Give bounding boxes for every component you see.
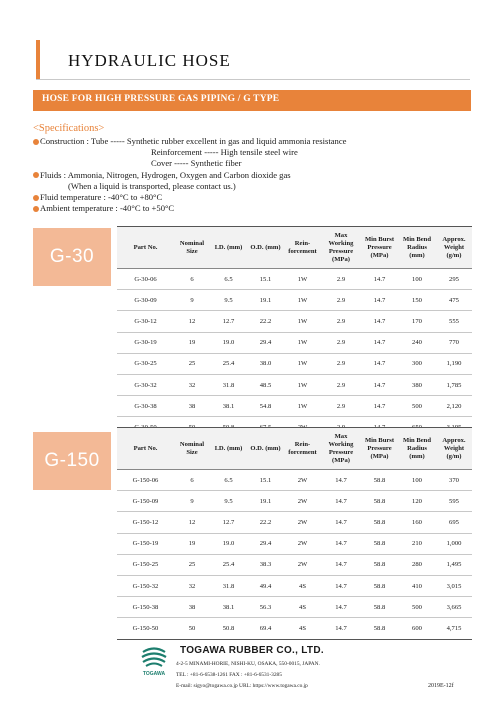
cell-part-no: G-30-06 — [117, 269, 174, 290]
cell-approx-weight: 295 — [436, 269, 472, 290]
cell-od: 38.0 — [247, 353, 284, 374]
table-row — [117, 311, 472, 332]
header-nominal-size: Nominal Size — [174, 227, 210, 269]
table-header-row — [117, 227, 472, 269]
cell-part-no: G-150-25 — [117, 554, 174, 575]
table-row — [117, 618, 472, 639]
cell-min-burst-pressure: 58.8 — [361, 512, 398, 533]
cell-reinforcement: 2W — [284, 533, 321, 554]
cell-od: 22.2 — [247, 311, 284, 332]
spec-ambient-temperature-text: Ambient temperature : -40°C to +50°C — [40, 203, 175, 214]
cell-max-working-pressure: 14.7 — [321, 512, 361, 533]
cell-approx-weight: 1,000 — [436, 533, 472, 554]
cell-min-burst-pressure: 14.7 — [361, 290, 398, 311]
spec-construction — [33, 136, 473, 147]
header-approx-weight: Approx. Weight (g/m) — [436, 428, 472, 470]
cell-reinforcement: 4S — [284, 575, 321, 596]
company-address: 4-2-5 MINAMI-HORIE, NISHI-KU, OSAKA, 550-0015, JAPAN. — [176, 661, 320, 667]
cell-part-no: G-150-19 — [117, 533, 174, 554]
header-od: O.D. (mm) — [247, 428, 284, 470]
cell-max-working-pressure: 14.7 — [321, 618, 361, 639]
cell-min-bend-radius: 150 — [398, 290, 436, 311]
cell-od: 19.1 — [247, 491, 284, 512]
spec-fluids-note-text: (When a liquid is transported, please contact us.) — [68, 180, 236, 191]
cell-min-bend-radius: 120 — [398, 491, 436, 512]
cell-nominal-size: 6 — [174, 470, 210, 491]
table-row — [117, 353, 472, 374]
header-id: I.D. (mm) — [210, 428, 247, 470]
cell-max-working-pressure: 2.9 — [321, 269, 361, 290]
cell-min-bend-radius: 410 — [398, 575, 436, 596]
spec-fluid-temperature — [33, 192, 473, 203]
cell-min-burst-pressure: 58.8 — [361, 575, 398, 596]
cell-id: 31.8 — [210, 575, 247, 596]
cell-max-working-pressure: 2.9 — [321, 374, 361, 395]
cell-part-no: G-30-32 — [117, 374, 174, 395]
cell-max-working-pressure: 2.9 — [321, 290, 361, 311]
spec-fluids — [33, 170, 473, 181]
cell-nominal-size: 19 — [174, 332, 210, 353]
cell-min-bend-radius: 500 — [398, 396, 436, 417]
cell-reinforcement: 4S — [284, 618, 321, 639]
cell-part-no: G-150-32 — [117, 575, 174, 596]
header-approx-weight: Approx. Weight (g/m) — [436, 227, 472, 269]
spec-heading: <Specifications> — [33, 123, 105, 134]
cell-od: 22.2 — [247, 512, 284, 533]
header-part-no: Part No. — [117, 227, 174, 269]
cell-min-burst-pressure: 14.7 — [361, 311, 398, 332]
cell-approx-weight: 1,785 — [436, 374, 472, 395]
cell-reinforcement: 1W — [284, 353, 321, 374]
cell-min-bend-radius: 100 — [398, 269, 436, 290]
cell-min-burst-pressure: 14.7 — [361, 269, 398, 290]
cell-max-working-pressure: 2.9 — [321, 353, 361, 374]
spec-table-g150 — [117, 427, 472, 640]
cell-nominal-size: 25 — [174, 554, 210, 575]
cell-id: 9.5 — [210, 290, 247, 311]
grade-label-text: G-150 — [44, 450, 100, 471]
header-id: I.D. (mm) — [210, 227, 247, 269]
table-row — [117, 512, 472, 533]
title-bar — [36, 40, 470, 80]
title-accent-bar — [36, 40, 40, 79]
cell-min-bend-radius: 600 — [398, 618, 436, 639]
spec-reinforcement — [33, 147, 473, 158]
subtitle-banner — [33, 90, 471, 111]
cell-approx-weight: 2,120 — [436, 396, 472, 417]
cell-reinforcement: 1W — [284, 269, 321, 290]
cell-min-bend-radius: 160 — [398, 512, 436, 533]
cell-max-working-pressure: 2.9 — [321, 396, 361, 417]
cell-part-no: G-30-12 — [117, 311, 174, 332]
cell-approx-weight: 555 — [436, 311, 472, 332]
cell-max-working-pressure: 14.7 — [321, 575, 361, 596]
cell-min-bend-radius: 300 — [398, 353, 436, 374]
cell-approx-weight: 3,015 — [436, 575, 472, 596]
cell-min-burst-pressure: 58.8 — [361, 597, 398, 618]
table-row — [117, 470, 472, 491]
cell-od: 15.1 — [247, 269, 284, 290]
cell-reinforcement: 2W — [284, 491, 321, 512]
cell-nominal-size: 38 — [174, 597, 210, 618]
header-min-bend-radius: Min Bend Radius (mm) — [398, 428, 436, 470]
table-row — [117, 269, 472, 290]
cell-nominal-size: 32 — [174, 374, 210, 395]
cell-min-burst-pressure: 14.7 — [361, 374, 398, 395]
company-email-url: E-mail: sigyo@togawa.co.jp URL: https://www.togawa.co.jp — [176, 683, 308, 689]
cell-max-working-pressure: 2.9 — [321, 332, 361, 353]
table-row — [117, 396, 472, 417]
cell-id: 25.4 — [210, 554, 247, 575]
header-reinforcement: Rein- forcement — [284, 428, 321, 470]
table-header-row — [117, 428, 472, 470]
cell-approx-weight: 695 — [436, 512, 472, 533]
cell-part-no: G-150-38 — [117, 597, 174, 618]
cell-od: 15.1 — [247, 470, 284, 491]
header-reinforcement: Rein- forcement — [284, 227, 321, 269]
cell-nominal-size: 9 — [174, 290, 210, 311]
cell-nominal-size: 38 — [174, 396, 210, 417]
cell-id: 38.1 — [210, 396, 247, 417]
bullet-icon — [33, 195, 39, 201]
cell-min-burst-pressure: 14.7 — [361, 332, 398, 353]
cell-id: 50.8 — [210, 618, 247, 639]
subtitle-text: HOSE FOR HIGH PRESSURE GAS PIPING / G TYPE — [42, 94, 280, 104]
cell-reinforcement: 2W — [284, 470, 321, 491]
spec-cover — [33, 158, 473, 169]
cell-od: 29.4 — [247, 332, 284, 353]
cell-min-burst-pressure: 58.8 — [361, 491, 398, 512]
cell-nominal-size: 12 — [174, 311, 210, 332]
spec-fluids-text: Fluids : Ammonia, Nitrogen, Hydrogen, Oxygen and Carbon dioxide gas — [40, 169, 291, 180]
cell-min-burst-pressure: 14.7 — [361, 353, 398, 374]
cell-reinforcement: 1W — [284, 332, 321, 353]
cell-min-bend-radius: 500 — [398, 597, 436, 618]
cell-approx-weight: 475 — [436, 290, 472, 311]
bullet-icon — [33, 172, 39, 178]
cell-approx-weight: 1,190 — [436, 353, 472, 374]
cell-od: 54.8 — [247, 396, 284, 417]
cell-reinforcement: 1W — [284, 311, 321, 332]
table-row — [117, 290, 472, 311]
cell-part-no: G-30-09 — [117, 290, 174, 311]
cell-min-bend-radius: 170 — [398, 311, 436, 332]
cell-id: 25.4 — [210, 353, 247, 374]
header-max-working-pressure: Max Working Pressure (MPa) — [321, 227, 361, 269]
cell-max-working-pressure: 2.9 — [321, 311, 361, 332]
cell-reinforcement: 1W — [284, 374, 321, 395]
cell-min-burst-pressure: 58.8 — [361, 533, 398, 554]
bullet-icon — [33, 139, 39, 145]
cell-approx-weight: 595 — [436, 491, 472, 512]
cell-nominal-size: 9 — [174, 491, 210, 512]
cell-part-no: G-150-12 — [117, 512, 174, 533]
cell-min-bend-radius: 240 — [398, 332, 436, 353]
page-title: HYDRAULIC HOSE — [68, 51, 231, 70]
cell-id: 9.5 — [210, 491, 247, 512]
cell-part-no: G-30-25 — [117, 353, 174, 374]
cell-min-burst-pressure: 14.7 — [361, 396, 398, 417]
header-nominal-size: Nominal Size — [174, 428, 210, 470]
bullet-icon — [33, 206, 39, 212]
cell-od: 69.4 — [247, 618, 284, 639]
cell-id: 31.8 — [210, 374, 247, 395]
grade-label-g150 — [33, 432, 111, 490]
cell-id: 19.0 — [210, 533, 247, 554]
cell-min-burst-pressure: 58.8 — [361, 470, 398, 491]
cell-reinforcement: 2W — [284, 554, 321, 575]
cell-max-working-pressure: 14.7 — [321, 470, 361, 491]
header-min-burst-pressure: Min Burst Pressure (MPa) — [361, 227, 398, 269]
cell-reinforcement: 1W — [284, 396, 321, 417]
cell-id: 19.0 — [210, 332, 247, 353]
cell-part-no: G-150-09 — [117, 491, 174, 512]
header-min-bend-radius: Min Bend Radius (mm) — [398, 227, 436, 269]
cell-max-working-pressure: 14.7 — [321, 533, 361, 554]
cell-approx-weight: 370 — [436, 470, 472, 491]
cell-part-no: G-30-19 — [117, 332, 174, 353]
table-row — [117, 332, 472, 353]
cell-max-working-pressure: 14.7 — [321, 491, 361, 512]
grade-label-g30 — [33, 228, 111, 286]
cell-od: 48.5 — [247, 374, 284, 395]
cell-min-bend-radius: 380 — [398, 374, 436, 395]
cell-nominal-size: 6 — [174, 269, 210, 290]
spec-construction-text: Construction : Tube ----- Synthetic rubber excellent in gas and liquid ammonia resistance — [40, 136, 347, 146]
company-tel-fax: TEL : +81-6-6538-1261 FAX : +81-6-6531-3285 — [176, 672, 282, 678]
cell-max-working-pressure: 14.7 — [321, 597, 361, 618]
cell-od: 38.3 — [247, 554, 284, 575]
table-row — [117, 374, 472, 395]
table-row — [117, 533, 472, 554]
cell-min-burst-pressure: 58.8 — [361, 618, 398, 639]
logo-text: TOGAWA — [142, 671, 166, 677]
cell-approx-weight: 770 — [436, 332, 472, 353]
cell-id: 12.7 — [210, 512, 247, 533]
table-row — [117, 597, 472, 618]
cell-id: 6.5 — [210, 269, 247, 290]
cell-part-no: G-150-06 — [117, 470, 174, 491]
cell-od: 29.4 — [247, 533, 284, 554]
table-row — [117, 491, 472, 512]
cell-approx-weight: 4,715 — [436, 618, 472, 639]
header-part-no: Part No. — [117, 428, 174, 470]
cell-part-no: G-30-38 — [117, 396, 174, 417]
cell-id: 6.5 — [210, 470, 247, 491]
cell-nominal-size: 50 — [174, 618, 210, 639]
spec-cover-text: Cover ----- Synthetic fiber — [151, 158, 242, 169]
cell-min-burst-pressure: 58.8 — [361, 554, 398, 575]
cell-part-no: G-150-50 — [117, 618, 174, 639]
cell-nominal-size: 19 — [174, 533, 210, 554]
document-code: 2019E-12f — [428, 683, 454, 689]
cell-od: 56.3 — [247, 597, 284, 618]
cell-reinforcement: 1W — [284, 290, 321, 311]
cell-min-bend-radius: 280 — [398, 554, 436, 575]
cell-approx-weight: 1,495 — [436, 554, 472, 575]
spec-table-g30 — [117, 226, 472, 439]
company-name: TOGAWA RUBBER CO., LTD. — [180, 645, 324, 656]
cell-max-working-pressure: 14.7 — [321, 554, 361, 575]
spec-ambient-temperature — [33, 203, 473, 214]
cell-id: 38.1 — [210, 597, 247, 618]
table-row — [117, 554, 472, 575]
header-od: O.D. (mm) — [247, 227, 284, 269]
cell-nominal-size: 25 — [174, 353, 210, 374]
spec-reinforcement-text: Reinforcement ----- High tensile steel wire — [151, 147, 298, 158]
company-logo-icon — [139, 644, 169, 678]
table-row — [117, 575, 472, 596]
cell-id: 12.7 — [210, 311, 247, 332]
cell-nominal-size: 12 — [174, 512, 210, 533]
specifications — [33, 122, 473, 214]
cell-reinforcement: 4S — [284, 597, 321, 618]
cell-approx-weight: 3,665 — [436, 597, 472, 618]
cell-od: 19.1 — [247, 290, 284, 311]
spec-fluids-note — [33, 181, 473, 192]
cell-min-bend-radius: 210 — [398, 533, 436, 554]
header-max-working-pressure: Max Working Pressure (MPa) — [321, 428, 361, 470]
spec-fluid-temperature-text: Fluid temperature : -40°C to +80°C — [40, 192, 163, 203]
header-min-burst-pressure: Min Burst Pressure (MPa) — [361, 428, 398, 470]
grade-label-text: G-30 — [49, 246, 95, 267]
cell-od: 49.4 — [247, 575, 284, 596]
cell-reinforcement: 2W — [284, 512, 321, 533]
cell-nominal-size: 32 — [174, 575, 210, 596]
cell-min-bend-radius: 100 — [398, 470, 436, 491]
